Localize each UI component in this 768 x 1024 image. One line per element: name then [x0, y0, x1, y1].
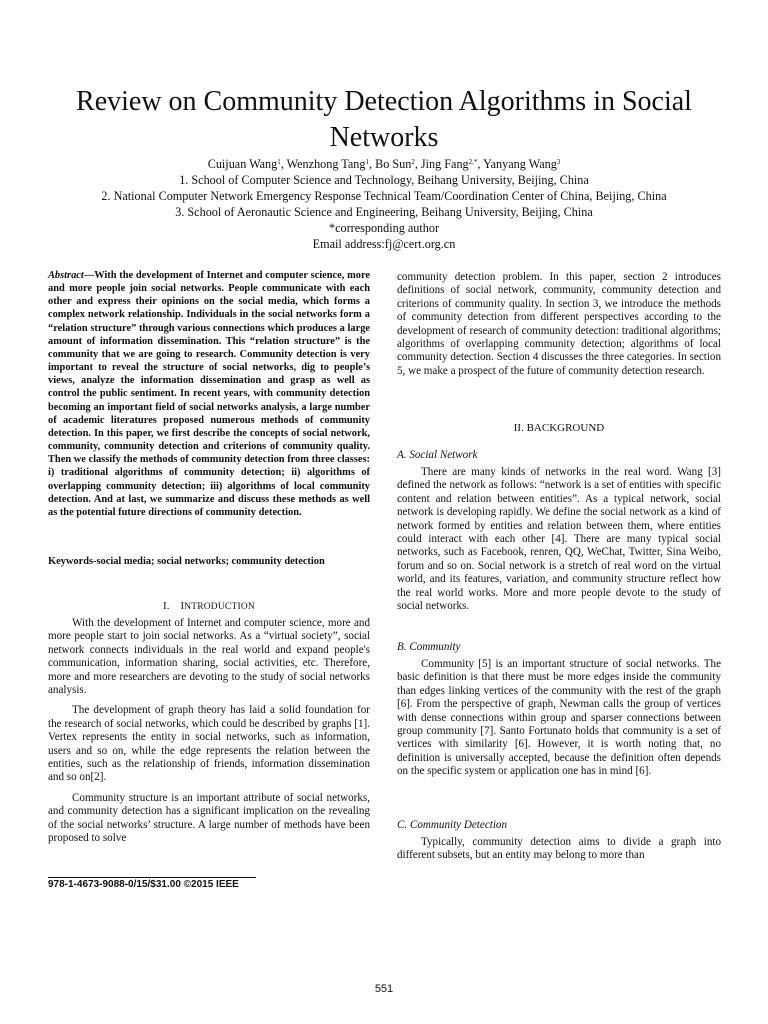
- author-name: Jing Fang: [420, 157, 469, 171]
- subsection-heading-community-detection: C. Community Detection: [397, 819, 507, 831]
- author-separator: ,: [368, 157, 376, 171]
- abstract-dash: —: [83, 270, 95, 281]
- introduction-continuation: [397, 271, 721, 378]
- section-heading-introduction: [48, 600, 370, 612]
- community-detection-body: [397, 836, 721, 863]
- author-separator: ,: [414, 157, 421, 171]
- author-name: Yanyang Wang: [483, 157, 557, 171]
- section-title-initial: I: [180, 600, 185, 612]
- intro-continuation-paragraph: community detection problem. In this paper, section 2 introduces definitions of social network, community, community detection and criterions of community quality. In section 3, we introduce the methods of community detection from different perspectives according to the development of research of community detection: traditional algorithms; algorithms of overlapping community detection; algorithms of local community detection. Section 4 discusses the three categories. In section 5, we make a prospect of the future of community detection research.: [397, 271, 721, 377]
- abstract: [48, 269, 370, 519]
- section-heading-background: II. BACKGROUND: [513, 422, 605, 434]
- page-number: 551: [374, 983, 394, 995]
- author-name: Bo Sun: [375, 157, 412, 171]
- author-block: [40, 156, 728, 253]
- affiliation-2: 2. National Computer Network Emergency Response Technical Team/Coordination Center of China, Beijing, China: [101, 189, 667, 204]
- intro-paragraph-3: Community structure is an important attribute of social networks, and community detection has a significant implication on the revealing of the social networks’ structure. A large number of methods have been proposed to solve: [48, 791, 370, 845]
- author-name: Wenzhong Tang: [286, 157, 366, 171]
- corresponding-note: *corresponding author: [329, 221, 439, 236]
- author-list: [40, 156, 728, 172]
- author-name: Cuijuan Wang: [207, 157, 278, 171]
- author-separator: ,: [477, 157, 484, 171]
- subsection-heading-community: B. Community: [397, 641, 461, 653]
- footnote-rule: [48, 877, 256, 878]
- author-affiliation-mark: 1: [277, 158, 281, 166]
- paper-title: Review on Community Detection Algorithms in Social Networks: [76, 86, 692, 153]
- abstract-text: With the development of Internet and computer science, more and more people join social networks. People communicate with each other and express their opinions on the social media, which forms a complex network relationship. Individuals in the social networks form a “relation structure” through various connections which produces a large amount of information dissemination. This “relation structure” is the community that we are going to research. Community detection is very important to reveal the structure of social networks, dig to people’s views, analyze the information dissemination and grasp as well as control the public sentiment. In recent years, with community detection becoming an important field of social networks analysis, a large number of academic literatures proposed numerous methods of community detection. In this paper, we first describe the concepts of social network, community, community detection and criterions of community quality. Then we classify the methods of community detection from three classes: i) traditional algorithms of community detection; ii) algorithms of overlapping community detection; iii) algorithms of local community detection. And at last, we summarize and discuss these methods as well as the potential future directions of community detection.: [48, 270, 370, 518]
- affiliation-1: 1. School of Computer Science and Technology, Beihang University, Beijing, China: [179, 173, 589, 188]
- affiliation-3: 3. School of Aeronautic Science and Engineering, Beihang University, Beijing, China: [175, 205, 593, 220]
- introduction-body: [48, 617, 370, 846]
- author-affiliation-mark: 1: [365, 158, 369, 166]
- social-network-body: [397, 466, 721, 613]
- author-affiliation-mark: 2: [411, 158, 415, 166]
- email-address: Email address:fj@cert.org.cn: [312, 237, 456, 252]
- abstract-label: Abstract: [48, 270, 84, 281]
- keywords: Keywords-social media; social networks; community detection: [48, 556, 325, 567]
- author-separator: ,: [280, 157, 287, 171]
- subsection-heading-social-network: A. Social Network: [397, 449, 478, 461]
- section-number: I.: [163, 600, 170, 612]
- intro-paragraph-2: The development of graph theory has laid a solid foundation for the research of social networks, which could be described by graphs [1]. Vertex represents the entity in social networks, such as information, users and so on, while the edge represents the relation between the entities, such as the relationship of friends, information dissemination and so on[2].: [48, 704, 370, 784]
- community-paragraph: Community [5] is an important structure of social networks. The basic definition is that there must be more edges inside the community than edges linking vertices of the community with the rest of the graph [6]. From the perspective of graph, Newman calls the group of vertices with dense connections within group and sparser connections between group community [7]. Santo Fortunato holds that community is a set of vertices with similarity [6]. However, it is worth noting that, no definition is universally accepted, because the definition often depends on the specific system or application one has in mind [6].: [397, 658, 721, 778]
- intro-paragraph-1: With the development of Internet and computer science, more and more people start to join social networks. As a “virtual society”, social network connects individuals in the real world and expand people's communication, information sharing, social activities, etc. Therefore, more and more researchers are devoting to the study of social networks analysis.: [48, 617, 370, 697]
- social-network-paragraph: There are many kinds of networks in the real word. Wang [3] defined the network as follows: “network is a set of entities with specific content and relation between entities”. As a typical network, social network is developing rapidly. We define the social network as a kind of network formed by entities and relation between them, where entities could interact with each other [4]. There are many typical social networks, such as Facebook, renren, QQ, WeChat, Twitter, Sina Weibo, forum and so on. Social network is a stretch of real word on the virtual world, and its features, variation, and community structure reflect how the real world works. More and more people devote to the study of social networks.: [397, 466, 721, 613]
- copyright-notice: 978-1-4673-9088-0/15/$31.00 ©2015 IEEE: [48, 879, 239, 890]
- community-detection-paragraph: Typically, community detection aims to divide a graph into different subsets, but an entity may belong to more than: [397, 836, 721, 862]
- community-body: [397, 658, 721, 779]
- author-affiliation-mark: 2,*: [468, 158, 478, 166]
- author-affiliation-mark: 3: [556, 158, 561, 166]
- section-title-rest: NTRODUCTION: [184, 602, 255, 612]
